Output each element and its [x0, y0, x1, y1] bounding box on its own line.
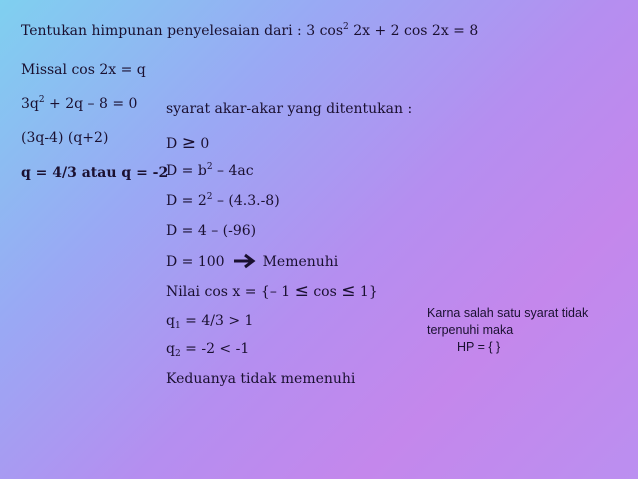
q1-check: $q_1 = 4/3 > 1$ — [166, 313, 254, 331]
discriminant-formula: $D = b^2 - 4ac$ — [166, 162, 254, 179]
hp-note — [427, 305, 588, 356]
quadratic-equation: $3q^2 + 2q - 8 = 0$ — [21, 95, 138, 112]
question-text: Tentukan himpunan penyelesaian dari : 3 $\cos^2 2x + 2$ cos 2x = 8 — [21, 22, 479, 39]
factorization: (3q-4) (q+2) — [21, 130, 109, 146]
less-equal-symbol: ≤ — [294, 281, 309, 301]
discriminant-condition: D ≥ 0 — [166, 133, 210, 153]
conditions-heading: syarat akar-akar yang ditentukan : — [166, 101, 413, 117]
empty-set-result: HP = { } — [457, 340, 501, 354]
discriminant-calculation: D = 4 – (-96) — [166, 223, 257, 239]
less-equal-symbol: ≤ — [341, 281, 356, 301]
conclusion-text: Keduanya tidak memenuhi — [166, 371, 356, 387]
q-solution: q = 4/3 atau q = -2 — [21, 165, 169, 181]
substitution-text: Missal cos 2x = q — [21, 62, 146, 78]
q2-check: $q_2 = -2 < -1$ — [166, 341, 250, 359]
note-line-2: terpenuhi maka — [427, 323, 514, 337]
cosine-range: Nilai cos x = {– 1 ≤ cos ≤ 1} — [166, 281, 378, 301]
greater-equal-symbol: ≥ — [181, 133, 196, 153]
note-line-1: Karna salah satu syarat tidak — [427, 306, 589, 320]
right-arrow-icon — [233, 253, 257, 273]
discriminant-result: D = 100 Memenuhi — [166, 253, 338, 273]
discriminant-substitution: $D = 2^2 - (4.3.-8)$ — [166, 192, 280, 209]
